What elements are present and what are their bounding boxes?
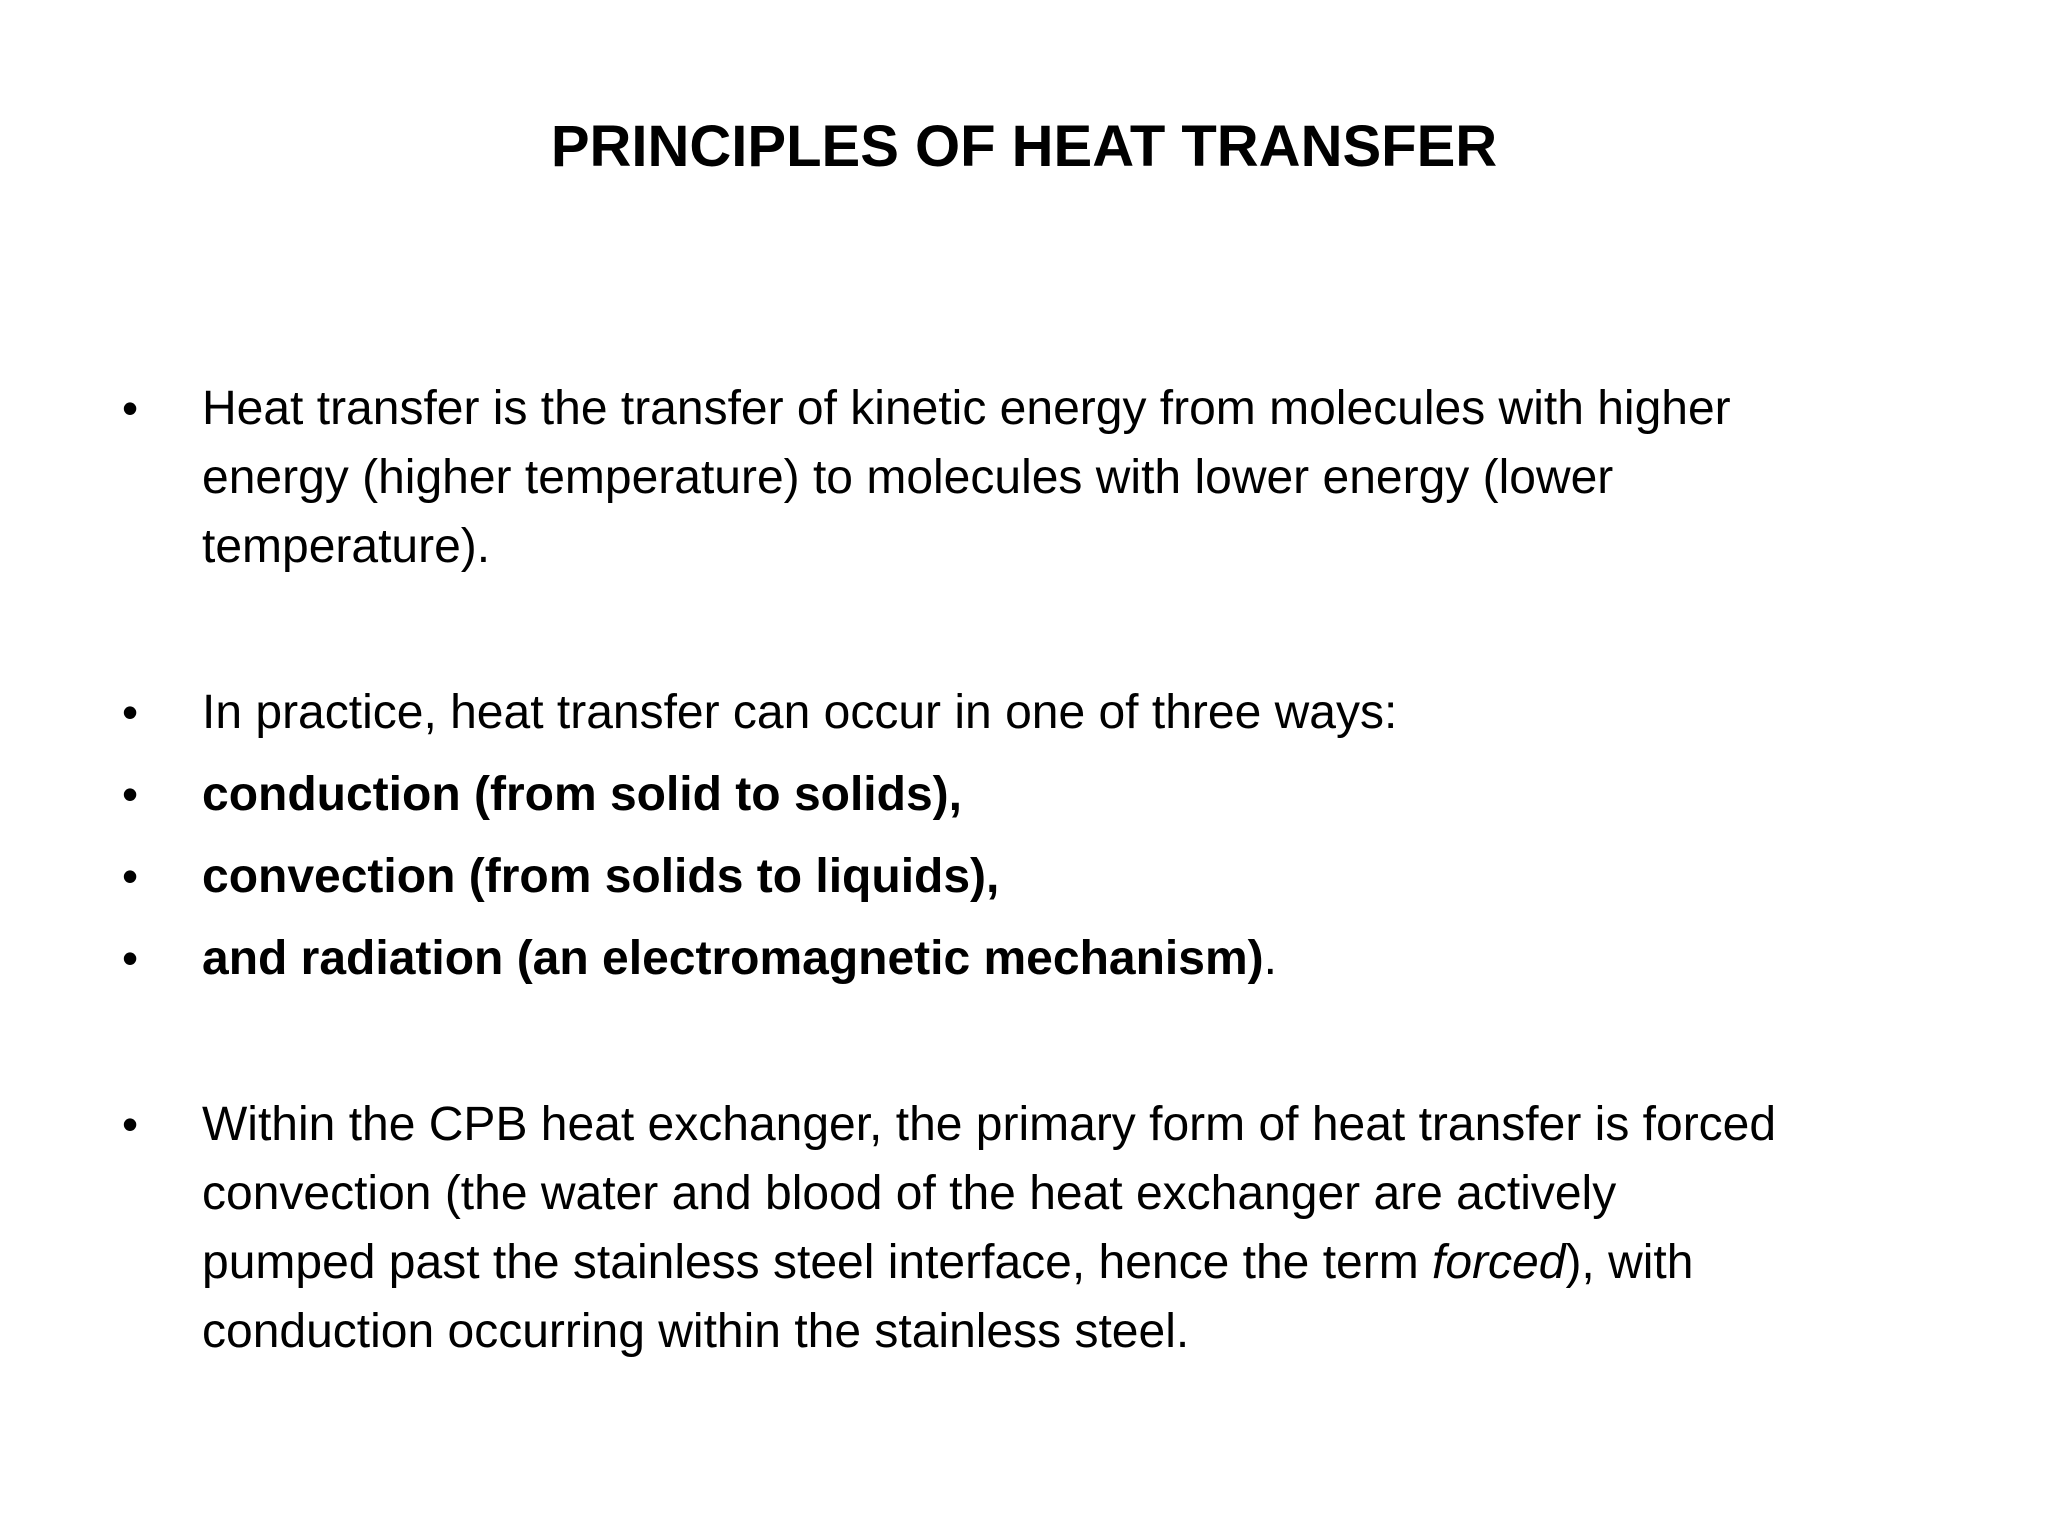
text-line	[202, 1228, 1962, 1297]
bullet-text	[202, 374, 1962, 581]
text-line: Heat transfer is the transfer of kinetic energy from molecules with higher	[202, 382, 1731, 435]
bold-text: and radiation (an electromagnetic mechanism)	[202, 932, 1264, 985]
text-line: temperature).	[202, 520, 491, 573]
bullet-dot: •	[122, 382, 139, 434]
text-segment: pumped past the stainless steel interface, hence the term	[202, 1236, 1433, 1289]
text-line: energy (higher temperature) to molecules with lower energy (lower	[202, 451, 1614, 504]
text-line	[202, 924, 1962, 993]
bullet-dot: •	[122, 932, 139, 984]
bullet-text	[202, 842, 1962, 911]
text-line: convection (the water and blood of the heat exchanger are actively	[202, 1167, 1617, 1220]
text-tail: .	[1263, 932, 1277, 985]
text-line: convection (from solids to liquids),	[202, 850, 1000, 903]
text-segment: ), with	[1565, 1236, 1694, 1289]
bullet-text	[202, 924, 1962, 993]
bullet-dot: •	[122, 850, 139, 902]
slide-title: PRINCIPLES OF HEAT TRANSFER	[550, 114, 1498, 179]
bullet-dot: •	[122, 686, 139, 738]
text-line: conduction occurring within the stainless steel.	[202, 1305, 1190, 1358]
text-line: Within the CPB heat exchanger, the primary form of heat transfer is forced	[202, 1098, 1777, 1151]
bullet-text	[202, 1090, 1962, 1366]
bullet-dot: •	[122, 768, 139, 820]
italic-text: forced	[1432, 1236, 1566, 1289]
bullet-dot: •	[122, 1098, 139, 1150]
text-line: conduction (from solid to solids),	[202, 768, 962, 821]
text-line: In practice, heat transfer can occur in one of three ways:	[202, 686, 1398, 739]
bullet-text	[202, 678, 1962, 747]
bullet-text	[202, 760, 1962, 829]
